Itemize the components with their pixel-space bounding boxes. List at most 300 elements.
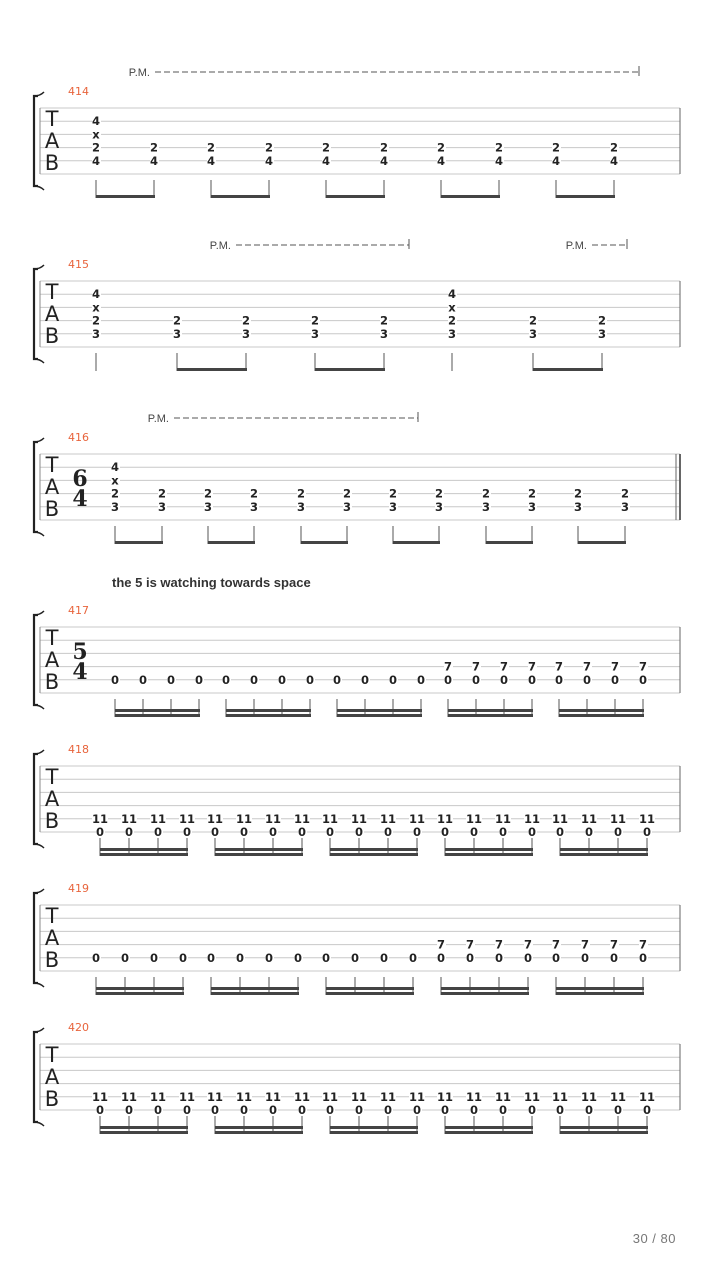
beam	[115, 714, 200, 717]
fret-number: 3	[296, 499, 306, 514]
fret-number: 0	[613, 825, 623, 839]
fret-number: 0	[239, 825, 249, 839]
fret-number: 3	[528, 326, 538, 341]
fret-number: 0	[554, 672, 564, 687]
fret-number: 0	[613, 1103, 623, 1117]
fret-number: 0	[436, 950, 446, 965]
fret-number: 7	[523, 937, 533, 952]
fret-number: x	[448, 300, 456, 315]
fret-number: 0	[95, 1103, 105, 1117]
fret-number: 2	[172, 313, 182, 328]
bracket-hook	[34, 844, 44, 848]
beam	[560, 1131, 648, 1134]
staff-system	[34, 1021, 680, 1134]
fret-number: 0	[305, 672, 315, 687]
fret-number: 0	[239, 1103, 249, 1117]
beam	[326, 987, 414, 990]
fret-number: 0	[293, 950, 303, 965]
fret-number: 11	[465, 1089, 483, 1104]
tab-clef-letter: B	[44, 151, 60, 175]
fret-number: 0	[642, 1103, 652, 1117]
fret-number: 11	[149, 811, 167, 826]
fret-number: 0	[527, 825, 537, 839]
fret-number: 0	[138, 672, 148, 687]
fret-number: 0	[210, 1103, 220, 1117]
fret-number: 4	[321, 153, 331, 168]
beam	[330, 848, 418, 851]
fret-number: 4	[609, 153, 619, 168]
tab-clef-letter: A	[44, 302, 60, 326]
fret-number: 0	[443, 672, 453, 687]
time-signature-top: 6	[72, 466, 88, 492]
fret-number: 0	[582, 672, 592, 687]
fret-number: 0	[210, 825, 220, 839]
time-signature-bottom: 4	[72, 486, 88, 512]
fret-number: 11	[523, 811, 541, 826]
tab-clef-letter: T	[45, 626, 59, 650]
fret-number: 0	[149, 950, 159, 965]
tab-clef-letter: B	[44, 1087, 60, 1111]
beam	[226, 714, 311, 717]
tab-clef-letter: T	[45, 904, 59, 928]
fret-number: 2	[527, 486, 537, 501]
fret-number: 2	[597, 313, 607, 328]
beam	[445, 1131, 533, 1134]
fret-number: 0	[379, 950, 389, 965]
beam	[337, 714, 422, 717]
measure-number: 414	[68, 85, 89, 98]
fret-number: 2	[149, 140, 159, 155]
fret-number: 2	[379, 313, 389, 328]
fret-number: 11	[293, 811, 311, 826]
fret-number: 2	[447, 313, 457, 328]
fret-number: 0	[354, 825, 364, 839]
beam	[556, 987, 644, 990]
system-bracket	[34, 96, 38, 186]
staff-system	[34, 882, 680, 995]
fret-number: 2	[296, 486, 306, 501]
section-text: the 5 is watching towards space	[112, 575, 311, 590]
fret-number: 11	[321, 811, 339, 826]
beam	[115, 709, 200, 712]
tab-clef-letter: T	[45, 107, 59, 131]
beam	[559, 714, 644, 717]
fret-number: 0	[124, 825, 134, 839]
fret-number: 0	[469, 1103, 479, 1117]
fret-number: 7	[465, 937, 475, 952]
fret-number: 3	[481, 499, 491, 514]
fret-number: 4	[206, 153, 216, 168]
measure-number: 415	[68, 258, 89, 271]
fret-number: 11	[264, 811, 282, 826]
fret-number: 0	[638, 672, 648, 687]
fret-number: 0	[182, 825, 192, 839]
beam	[96, 987, 184, 990]
fret-number: 2	[321, 140, 331, 155]
fret-number: 7	[554, 659, 564, 674]
fret-number: 4	[447, 287, 457, 302]
fret-number: 11	[178, 811, 196, 826]
fret-number: 7	[609, 937, 619, 952]
page-number: 30 / 80	[632, 1231, 676, 1246]
fret-number: 11	[551, 1089, 569, 1104]
beam	[326, 195, 385, 198]
beam	[560, 848, 648, 851]
fret-number: 3	[110, 499, 120, 514]
beam	[211, 987, 299, 990]
fret-number: 0	[440, 1103, 450, 1117]
fret-number: 0	[178, 950, 188, 965]
fret-number: 3	[172, 326, 182, 341]
measure-number: 417	[68, 604, 89, 617]
fret-number: 2	[91, 313, 101, 328]
fret-number: 3	[91, 326, 101, 341]
beam	[215, 1131, 303, 1134]
fret-number: 0	[120, 950, 130, 965]
fret-number: 7	[443, 659, 453, 674]
time-signature-top: 5	[72, 639, 88, 665]
beam	[560, 1126, 648, 1129]
palm-mute-label: P.M.	[128, 67, 150, 79]
fret-number: 0	[95, 825, 105, 839]
fret-number: 2	[379, 140, 389, 155]
fret-number: 0	[264, 950, 274, 965]
tab-clef-letter: T	[45, 453, 59, 477]
fret-number: 0	[206, 950, 216, 965]
beam	[441, 992, 529, 995]
fret-number: 3	[620, 499, 630, 514]
beam	[448, 709, 533, 712]
time-signature-bottom: 4	[72, 659, 88, 685]
fret-number: 4	[91, 114, 101, 129]
fret-number: 11	[120, 811, 138, 826]
fret-number: 0	[412, 1103, 422, 1117]
beam	[445, 1126, 533, 1129]
beam	[445, 848, 533, 851]
fret-number: 11	[551, 811, 569, 826]
fret-number: 2	[434, 486, 444, 501]
fret-number: 4	[551, 153, 561, 168]
fret-number: 7	[610, 659, 620, 674]
fret-number: 11	[206, 811, 224, 826]
fret-number: 0	[166, 672, 176, 687]
fret-number: 11	[91, 811, 109, 826]
measure-number: 420	[68, 1021, 89, 1034]
beam	[578, 541, 626, 544]
fret-number: 11	[321, 1089, 339, 1104]
fret-number: 7	[499, 659, 509, 674]
beam	[100, 848, 188, 851]
beam	[393, 541, 440, 544]
fret-number: 0	[494, 950, 504, 965]
fret-number: 2	[157, 486, 167, 501]
beam	[211, 195, 270, 198]
fret-number: 0	[297, 1103, 307, 1117]
fret-number: 0	[465, 950, 475, 965]
beam	[486, 541, 533, 544]
fret-number: 11	[206, 1089, 224, 1104]
fret-number: 3	[597, 326, 607, 341]
fret-number: 11	[235, 811, 253, 826]
beam	[215, 853, 303, 856]
tab-clef-letter: A	[44, 129, 60, 153]
fret-number: 7	[471, 659, 481, 674]
beam	[100, 853, 188, 856]
beam	[556, 195, 615, 198]
fret-number: 2	[436, 140, 446, 155]
fret-number: 0	[584, 825, 594, 839]
fret-number: 0	[609, 950, 619, 965]
bracket-hook	[34, 186, 44, 190]
fret-number: 0	[321, 950, 331, 965]
fret-number: 4	[149, 153, 159, 168]
fret-number: 11	[580, 1089, 598, 1104]
fret-number: 0	[555, 1103, 565, 1117]
beam	[211, 992, 299, 995]
fret-number: 0	[383, 1103, 393, 1117]
fret-number: 3	[157, 499, 167, 514]
tab-clef-letter: B	[44, 497, 60, 521]
fret-number: 7	[551, 937, 561, 952]
fret-number: 0	[580, 950, 590, 965]
fret-number: 0	[416, 672, 426, 687]
fret-number: 2	[609, 140, 619, 155]
palm-mute-label: P.M.	[147, 413, 169, 425]
fret-number: x	[92, 300, 100, 315]
fret-number: 11	[638, 1089, 656, 1104]
fret-number: 11	[494, 811, 512, 826]
tab-clef-letter: T	[45, 765, 59, 789]
fret-number: 4	[264, 153, 274, 168]
fret-number: 0	[350, 950, 360, 965]
fret-number: 0	[498, 825, 508, 839]
beam	[441, 195, 500, 198]
fret-number: 7	[494, 937, 504, 952]
fret-number: 0	[469, 825, 479, 839]
beam	[96, 195, 155, 198]
fret-number: 0	[277, 672, 287, 687]
fret-number: 0	[110, 672, 120, 687]
fret-number: 0	[551, 950, 561, 965]
bracket-hook	[34, 705, 44, 709]
tab-clef-letter: B	[44, 324, 60, 348]
fret-number: 4	[436, 153, 446, 168]
beam	[330, 1126, 418, 1129]
fret-number: 11	[235, 1089, 253, 1104]
tab-clef-letter: A	[44, 475, 60, 499]
bracket-hook	[34, 92, 44, 96]
fret-number: 0	[584, 1103, 594, 1117]
fret-number: 2	[310, 313, 320, 328]
fret-number: 0	[555, 825, 565, 839]
fret-number: x	[92, 127, 100, 142]
tab-clef-letter: A	[44, 648, 60, 672]
beam	[177, 368, 247, 371]
fret-number: 11	[609, 811, 627, 826]
fret-number: 11	[523, 1089, 541, 1104]
bracket-hook	[34, 611, 44, 615]
tab-clef-letter: A	[44, 926, 60, 950]
fret-number: 0	[325, 825, 335, 839]
fret-number: x	[111, 473, 119, 488]
fret-number: 0	[408, 950, 418, 965]
system-bracket	[34, 893, 38, 983]
beam	[448, 714, 533, 717]
fret-number: 3	[310, 326, 320, 341]
staff-system	[34, 239, 680, 371]
beam	[226, 709, 311, 712]
fret-number: 11	[465, 811, 483, 826]
fret-number: 0	[360, 672, 370, 687]
fret-number: 11	[149, 1089, 167, 1104]
system-bracket	[34, 1032, 38, 1122]
beam	[215, 1126, 303, 1129]
fret-number: 3	[447, 326, 457, 341]
fret-number: 3	[203, 499, 213, 514]
fret-number: 0	[523, 950, 533, 965]
fret-number: 2	[551, 140, 561, 155]
beam	[326, 992, 414, 995]
staff-system	[34, 743, 680, 856]
bracket-hook	[34, 265, 44, 269]
fret-number: 0	[268, 825, 278, 839]
fret-number: 2	[573, 486, 583, 501]
fret-number: 2	[206, 140, 216, 155]
bracket-hook	[34, 983, 44, 987]
fret-number: 2	[342, 486, 352, 501]
fret-number: 7	[436, 937, 446, 952]
fret-number: 2	[203, 486, 213, 501]
fret-number: 0	[383, 825, 393, 839]
fret-number: 11	[436, 1089, 454, 1104]
fret-number: 4	[494, 153, 504, 168]
fret-number: 2	[264, 140, 274, 155]
fret-number: 11	[580, 811, 598, 826]
beam	[301, 541, 348, 544]
palm-mute-label: P.M.	[209, 240, 231, 252]
staff-system	[34, 575, 680, 717]
fret-number: 11	[293, 1089, 311, 1104]
beam	[115, 541, 163, 544]
fret-number: 0	[354, 1103, 364, 1117]
fret-number: 4	[91, 153, 101, 168]
staff-system	[34, 412, 680, 544]
fret-number: 2	[481, 486, 491, 501]
fret-number: 11	[350, 1089, 368, 1104]
fret-number: 2	[528, 313, 538, 328]
fret-number: 3	[573, 499, 583, 514]
fret-number: 4	[110, 460, 120, 475]
fret-number: 7	[582, 659, 592, 674]
fret-number: 3	[241, 326, 251, 341]
fret-number: 0	[182, 1103, 192, 1117]
tab-clef-letter: B	[44, 809, 60, 833]
beam	[100, 1126, 188, 1129]
fret-number: 3	[388, 499, 398, 514]
fret-number: 11	[120, 1089, 138, 1104]
fret-number: 7	[638, 659, 648, 674]
fret-number: 0	[268, 1103, 278, 1117]
measure-number: 419	[68, 882, 89, 895]
fret-number: 3	[434, 499, 444, 514]
fret-number: 11	[379, 811, 397, 826]
fret-number: 11	[609, 1089, 627, 1104]
fret-number: 11	[408, 811, 426, 826]
fret-number: 0	[642, 825, 652, 839]
bracket-hook	[34, 750, 44, 754]
beam	[556, 992, 644, 995]
fret-number: 2	[388, 486, 398, 501]
fret-number: 0	[124, 1103, 134, 1117]
beam	[330, 853, 418, 856]
tab-clef-letter: A	[44, 787, 60, 811]
bracket-hook	[34, 889, 44, 893]
fret-number: 11	[494, 1089, 512, 1104]
measure-number: 418	[68, 743, 89, 756]
fret-number: 11	[379, 1089, 397, 1104]
bracket-hook	[34, 359, 44, 363]
fret-number: 11	[264, 1089, 282, 1104]
fret-number: 2	[241, 313, 251, 328]
beam	[96, 992, 184, 995]
fret-number: 0	[498, 1103, 508, 1117]
fret-number: 11	[638, 811, 656, 826]
fret-number: 0	[388, 672, 398, 687]
beam	[208, 541, 255, 544]
system-bracket	[34, 754, 38, 844]
fret-number: 0	[325, 1103, 335, 1117]
fret-number: 7	[638, 937, 648, 952]
tab-clef-letter: T	[45, 1043, 59, 1067]
fret-number: 3	[527, 499, 537, 514]
beam	[560, 853, 648, 856]
fret-number: 4	[379, 153, 389, 168]
beam	[441, 987, 529, 990]
tab-clef-letter: B	[44, 948, 60, 972]
fret-number: 11	[436, 811, 454, 826]
system-bracket	[34, 442, 38, 532]
beam	[100, 1131, 188, 1134]
fret-number: 0	[221, 672, 231, 687]
tab-clef-letter: T	[45, 280, 59, 304]
fret-number: 0	[194, 672, 204, 687]
beam	[533, 368, 603, 371]
fret-number: 0	[249, 672, 259, 687]
fret-number: 4	[91, 287, 101, 302]
fret-number: 0	[527, 672, 537, 687]
fret-number: 11	[178, 1089, 196, 1104]
staff-system	[34, 66, 680, 198]
beam	[445, 853, 533, 856]
fret-number: 0	[471, 672, 481, 687]
fret-number: 2	[249, 486, 259, 501]
beam	[315, 368, 385, 371]
fret-number: 3	[249, 499, 259, 514]
fret-number: 11	[408, 1089, 426, 1104]
fret-number: 2	[91, 140, 101, 155]
fret-number: 0	[153, 1103, 163, 1117]
fret-number: 7	[580, 937, 590, 952]
tab-clef-letter: B	[44, 670, 60, 694]
fret-number: 0	[91, 950, 101, 965]
bracket-hook	[34, 532, 44, 536]
palm-mute-label: P.M.	[565, 240, 587, 252]
bracket-hook	[34, 1122, 44, 1126]
fret-number: 7	[527, 659, 537, 674]
fret-number: 0	[527, 1103, 537, 1117]
fret-number: 0	[297, 825, 307, 839]
system-bracket	[34, 615, 38, 705]
